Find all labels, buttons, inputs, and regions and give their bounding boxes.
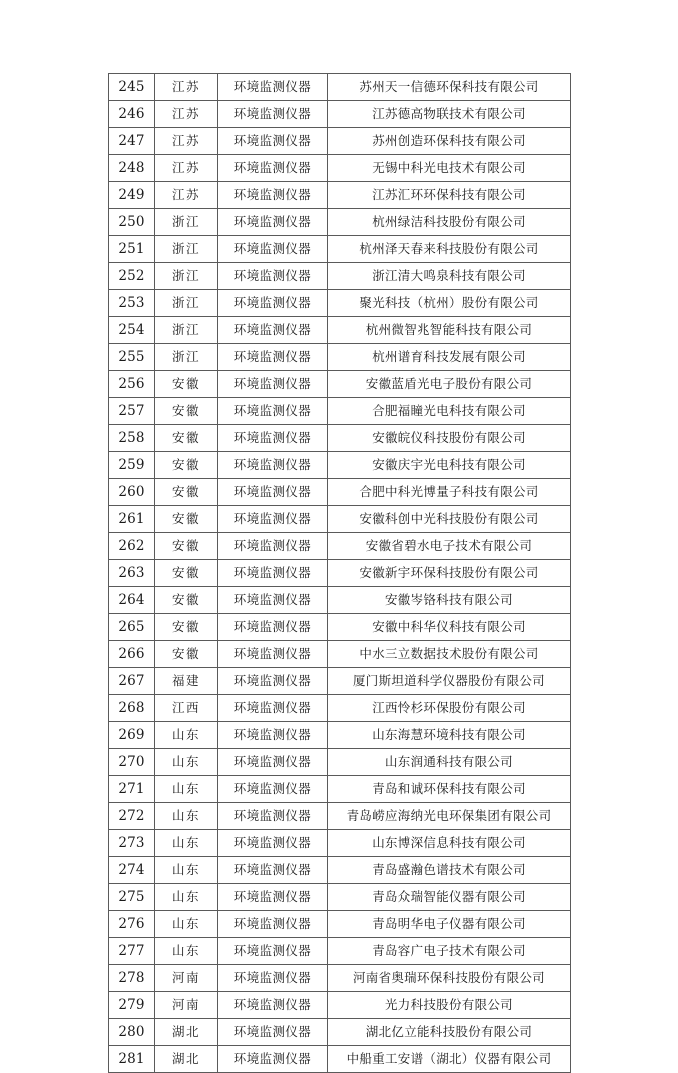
cell-category: 环境监测仪器 xyxy=(218,1046,328,1073)
cell-province: 湖北 xyxy=(155,1046,218,1073)
table-row xyxy=(109,371,571,398)
cell-category: 环境监测仪器 xyxy=(218,398,328,425)
cell-category: 环境监测仪器 xyxy=(218,425,328,452)
cell-category: 环境监测仪器 xyxy=(218,344,328,371)
cell-company-name: 安徽中科华仪科技有限公司 xyxy=(328,614,571,641)
cell-index: 263 xyxy=(109,560,155,587)
cell-index: 258 xyxy=(109,425,155,452)
cell-province: 浙江 xyxy=(155,209,218,236)
cell-company-name: 苏州天一信德环保科技有限公司 xyxy=(328,74,571,101)
cell-company-name: 合肥福瞳光电科技有限公司 xyxy=(328,398,571,425)
cell-index: 279 xyxy=(109,992,155,1019)
cell-category: 环境监测仪器 xyxy=(218,290,328,317)
cell-province: 山东 xyxy=(155,776,218,803)
cell-index: 261 xyxy=(109,506,155,533)
cell-index: 278 xyxy=(109,965,155,992)
cell-company-name: 无锡中科光电技术有限公司 xyxy=(328,155,571,182)
cell-company-name: 山东润通科技有限公司 xyxy=(328,749,571,776)
cell-company-name: 青岛众瑞智能仪器有限公司 xyxy=(328,884,571,911)
cell-index: 259 xyxy=(109,452,155,479)
cell-province: 湖北 xyxy=(155,1019,218,1046)
cell-category: 环境监测仪器 xyxy=(218,506,328,533)
cell-index: 260 xyxy=(109,479,155,506)
cell-index: 271 xyxy=(109,776,155,803)
cell-company-name: 杭州微智兆智能科技有限公司 xyxy=(328,317,571,344)
table-row xyxy=(109,560,571,587)
cell-province: 河南 xyxy=(155,965,218,992)
cell-province: 山东 xyxy=(155,884,218,911)
cell-company-name: 山东海慧环境科技有限公司 xyxy=(328,722,571,749)
cell-category: 环境监测仪器 xyxy=(218,452,328,479)
cell-province: 安徽 xyxy=(155,560,218,587)
cell-company-name: 青岛盛瀚色谱技术有限公司 xyxy=(328,857,571,884)
cell-category: 环境监测仪器 xyxy=(218,749,328,776)
cell-company-name: 安徽岑铬科技有限公司 xyxy=(328,587,571,614)
cell-company-name: 安徽省碧水电子技术有限公司 xyxy=(328,533,571,560)
cell-category: 环境监测仪器 xyxy=(218,803,328,830)
listing-table-body xyxy=(109,74,571,1073)
table-row xyxy=(109,857,571,884)
cell-province: 安徽 xyxy=(155,533,218,560)
cell-province: 江西 xyxy=(155,695,218,722)
table-row xyxy=(109,830,571,857)
cell-index: 276 xyxy=(109,911,155,938)
table-row xyxy=(109,155,571,182)
cell-province: 福建 xyxy=(155,668,218,695)
cell-index: 266 xyxy=(109,641,155,668)
table-row xyxy=(109,641,571,668)
cell-province: 浙江 xyxy=(155,236,218,263)
table-row xyxy=(109,290,571,317)
table-row xyxy=(109,533,571,560)
cell-category: 环境监测仪器 xyxy=(218,101,328,128)
table-row xyxy=(109,614,571,641)
cell-category: 环境监测仪器 xyxy=(218,533,328,560)
table-row xyxy=(109,101,571,128)
cell-province: 江苏 xyxy=(155,101,218,128)
cell-category: 环境监测仪器 xyxy=(218,695,328,722)
cell-category: 环境监测仪器 xyxy=(218,587,328,614)
cell-province: 安徽 xyxy=(155,452,218,479)
table-row xyxy=(109,506,571,533)
listing-table-container xyxy=(108,73,570,1073)
cell-company-name: 杭州泽天春来科技股份有限公司 xyxy=(328,236,571,263)
table-row xyxy=(109,209,571,236)
cell-province: 浙江 xyxy=(155,317,218,344)
cell-index: 274 xyxy=(109,857,155,884)
cell-province: 江苏 xyxy=(155,74,218,101)
cell-index: 269 xyxy=(109,722,155,749)
cell-index: 280 xyxy=(109,1019,155,1046)
table-row xyxy=(109,74,571,101)
cell-category: 环境监测仪器 xyxy=(218,668,328,695)
table-row xyxy=(109,398,571,425)
cell-index: 246 xyxy=(109,101,155,128)
table-row xyxy=(109,965,571,992)
table-row xyxy=(109,749,571,776)
cell-category: 环境监测仪器 xyxy=(218,911,328,938)
cell-index: 272 xyxy=(109,803,155,830)
cell-index: 281 xyxy=(109,1046,155,1073)
table-row xyxy=(109,128,571,155)
cell-province: 浙江 xyxy=(155,290,218,317)
cell-index: 257 xyxy=(109,398,155,425)
cell-category: 环境监测仪器 xyxy=(218,263,328,290)
enterprise-listing-table xyxy=(108,73,571,1073)
cell-company-name: 中船重工安谱（湖北）仪器有限公司 xyxy=(328,1046,571,1073)
cell-company-name: 江苏汇环环保科技有限公司 xyxy=(328,182,571,209)
cell-category: 环境监测仪器 xyxy=(218,641,328,668)
cell-index: 249 xyxy=(109,182,155,209)
cell-province: 山东 xyxy=(155,857,218,884)
cell-company-name: 青岛崂应海纳光电环保集团有限公司 xyxy=(328,803,571,830)
cell-category: 环境监测仪器 xyxy=(218,992,328,1019)
cell-category: 环境监测仪器 xyxy=(218,371,328,398)
cell-province: 安徽 xyxy=(155,587,218,614)
cell-company-name: 聚光科技（杭州）股份有限公司 xyxy=(328,290,571,317)
cell-company-name: 河南省奥瑞环保科技股份有限公司 xyxy=(328,965,571,992)
cell-index: 250 xyxy=(109,209,155,236)
table-row xyxy=(109,263,571,290)
cell-index: 275 xyxy=(109,884,155,911)
table-row xyxy=(109,803,571,830)
table-row xyxy=(109,722,571,749)
cell-company-name: 安徽蓝盾光电子股份有限公司 xyxy=(328,371,571,398)
cell-company-name: 安徽新宇环保科技股份有限公司 xyxy=(328,560,571,587)
cell-province: 河南 xyxy=(155,992,218,1019)
cell-category: 环境监测仪器 xyxy=(218,128,328,155)
table-row xyxy=(109,344,571,371)
cell-province: 山东 xyxy=(155,803,218,830)
cell-company-name: 厦门斯坦道科学仪器股份有限公司 xyxy=(328,668,571,695)
cell-company-name: 青岛容广电子技术有限公司 xyxy=(328,938,571,965)
cell-province: 江苏 xyxy=(155,128,218,155)
cell-company-name: 青岛和诚环保科技有限公司 xyxy=(328,776,571,803)
table-row xyxy=(109,911,571,938)
cell-company-name: 山东博深信息科技有限公司 xyxy=(328,830,571,857)
table-row xyxy=(109,992,571,1019)
table-row xyxy=(109,452,571,479)
table-row xyxy=(109,776,571,803)
cell-company-name: 湖北亿立能科技股份有限公司 xyxy=(328,1019,571,1046)
cell-province: 安徽 xyxy=(155,506,218,533)
cell-category: 环境监测仪器 xyxy=(218,479,328,506)
cell-category: 环境监测仪器 xyxy=(218,74,328,101)
cell-index: 270 xyxy=(109,749,155,776)
cell-category: 环境监测仪器 xyxy=(218,560,328,587)
cell-index: 264 xyxy=(109,587,155,614)
table-row xyxy=(109,236,571,263)
cell-province: 山东 xyxy=(155,938,218,965)
cell-index: 255 xyxy=(109,344,155,371)
cell-company-name: 安徽庆宇光电科技有限公司 xyxy=(328,452,571,479)
table-row xyxy=(109,317,571,344)
cell-province: 山东 xyxy=(155,722,218,749)
cell-company-name: 安徽科创中光科技股份有限公司 xyxy=(328,506,571,533)
table-row xyxy=(109,479,571,506)
cell-index: 273 xyxy=(109,830,155,857)
cell-province: 浙江 xyxy=(155,263,218,290)
cell-index: 256 xyxy=(109,371,155,398)
cell-province: 山东 xyxy=(155,830,218,857)
table-row xyxy=(109,884,571,911)
cell-province: 安徽 xyxy=(155,614,218,641)
table-row xyxy=(109,425,571,452)
cell-category: 环境监测仪器 xyxy=(218,776,328,803)
cell-category: 环境监测仪器 xyxy=(218,857,328,884)
cell-company-name: 合肥中科光博量子科技有限公司 xyxy=(328,479,571,506)
cell-category: 环境监测仪器 xyxy=(218,1019,328,1046)
cell-company-name: 江西怜杉环保股份有限公司 xyxy=(328,695,571,722)
cell-company-name: 光力科技股份有限公司 xyxy=(328,992,571,1019)
cell-index: 251 xyxy=(109,236,155,263)
cell-index: 277 xyxy=(109,938,155,965)
table-row xyxy=(109,587,571,614)
cell-category: 环境监测仪器 xyxy=(218,182,328,209)
cell-province: 山东 xyxy=(155,911,218,938)
cell-province: 安徽 xyxy=(155,425,218,452)
cell-category: 环境监测仪器 xyxy=(218,209,328,236)
cell-index: 253 xyxy=(109,290,155,317)
table-row xyxy=(109,182,571,209)
cell-province: 浙江 xyxy=(155,344,218,371)
cell-province: 安徽 xyxy=(155,398,218,425)
cell-company-name: 浙江清大鸣泉科技有限公司 xyxy=(328,263,571,290)
cell-index: 252 xyxy=(109,263,155,290)
cell-index: 267 xyxy=(109,668,155,695)
cell-category: 环境监测仪器 xyxy=(218,614,328,641)
cell-company-name: 中水三立数据技术股份有限公司 xyxy=(328,641,571,668)
cell-company-name: 江苏德高物联技术有限公司 xyxy=(328,101,571,128)
cell-category: 环境监测仪器 xyxy=(218,722,328,749)
cell-province: 安徽 xyxy=(155,371,218,398)
cell-province: 江苏 xyxy=(155,182,218,209)
cell-company-name: 安徽皖仪科技股份有限公司 xyxy=(328,425,571,452)
table-row xyxy=(109,1019,571,1046)
cell-province: 山东 xyxy=(155,749,218,776)
table-row xyxy=(109,1046,571,1073)
cell-category: 环境监测仪器 xyxy=(218,830,328,857)
table-row xyxy=(109,695,571,722)
cell-province: 安徽 xyxy=(155,479,218,506)
cell-index: 262 xyxy=(109,533,155,560)
cell-index: 245 xyxy=(109,74,155,101)
cell-company-name: 青岛明华电子仪器有限公司 xyxy=(328,911,571,938)
cell-index: 268 xyxy=(109,695,155,722)
cell-company-name: 杭州谱育科技发展有限公司 xyxy=(328,344,571,371)
cell-province: 安徽 xyxy=(155,641,218,668)
cell-index: 254 xyxy=(109,317,155,344)
cell-company-name: 杭州绿洁科技股份有限公司 xyxy=(328,209,571,236)
table-row xyxy=(109,668,571,695)
cell-category: 环境监测仪器 xyxy=(218,155,328,182)
cell-province: 江苏 xyxy=(155,155,218,182)
cell-category: 环境监测仪器 xyxy=(218,938,328,965)
table-row xyxy=(109,938,571,965)
cell-index: 248 xyxy=(109,155,155,182)
cell-index: 265 xyxy=(109,614,155,641)
cell-category: 环境监测仪器 xyxy=(218,317,328,344)
cell-category: 环境监测仪器 xyxy=(218,236,328,263)
cell-index: 247 xyxy=(109,128,155,155)
cell-company-name: 苏州创造环保科技有限公司 xyxy=(328,128,571,155)
cell-category: 环境监测仪器 xyxy=(218,884,328,911)
cell-category: 环境监测仪器 xyxy=(218,965,328,992)
